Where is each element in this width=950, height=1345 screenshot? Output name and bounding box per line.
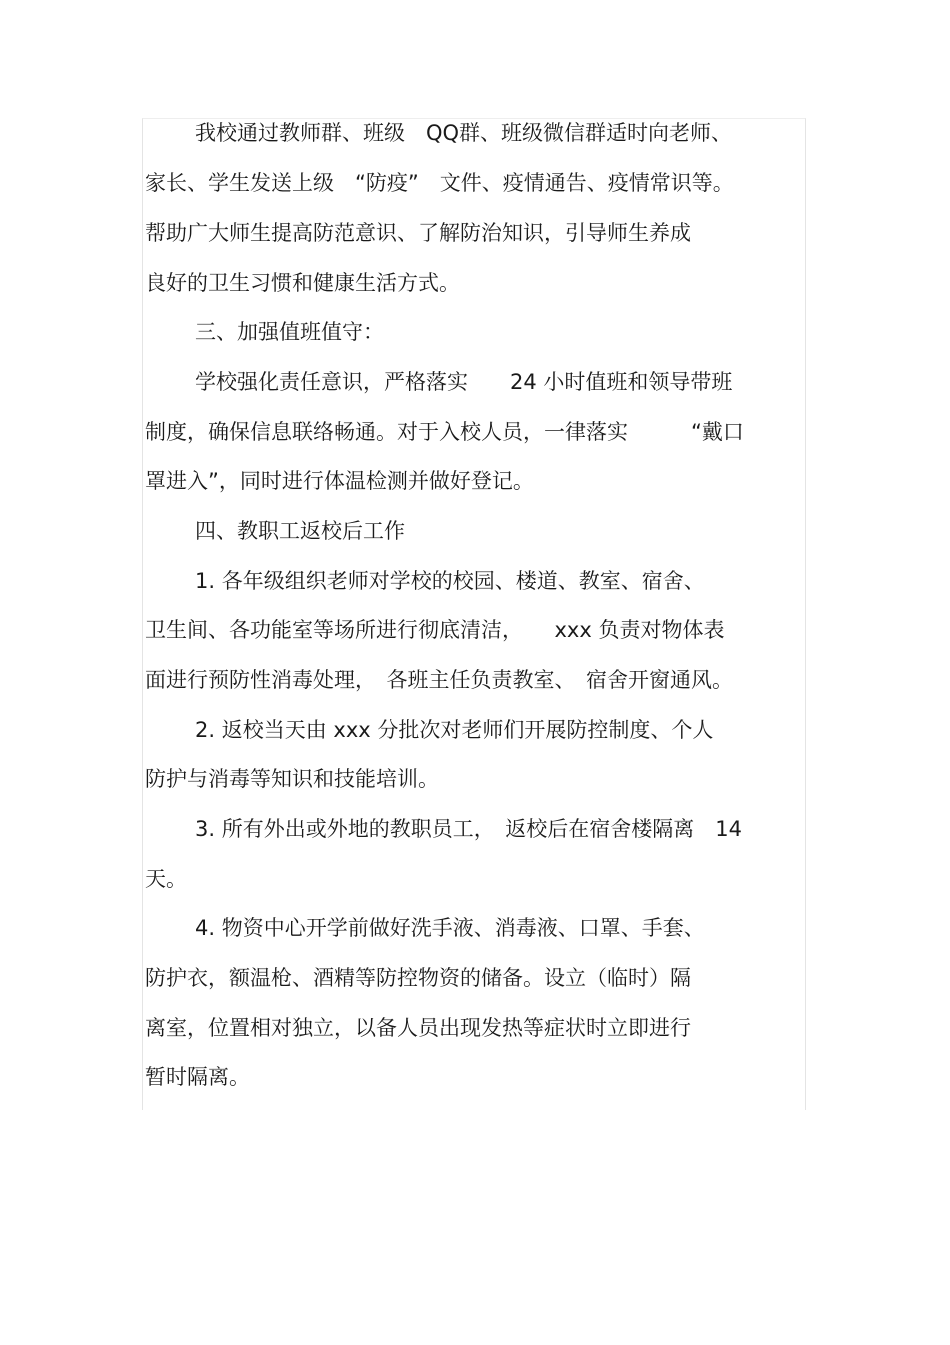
section-heading: 三、加强值班值守： xyxy=(195,320,384,344)
list-item-line: 2. 返校当天由 xxx 分批次对老师们开展防控制度、个人 xyxy=(195,718,714,742)
section-heading: 四、教职工返校后工作 xyxy=(195,519,405,543)
list-item-line: 天。 xyxy=(145,867,187,891)
list-item-line: 面进行预防性消毒处理， 各班主任负责教室、 宿舍开窗通风。 xyxy=(145,668,733,692)
paragraph-line: 帮助广大师生提高防范意识、了解防治知识，引导师生养成 xyxy=(145,221,691,245)
list-item-line: 4. 物资中心开学前做好洗手液、消毒液、口罩、手套、 xyxy=(195,916,705,940)
list-item-line: 暂时隔离。 xyxy=(145,1065,250,1089)
list-item-line: 离室，位置相对独立，以备人员出现发热等症状时立即进行 xyxy=(145,1016,691,1040)
paragraph-line: 良好的卫生习惯和健康生活方式。 xyxy=(145,271,460,295)
paragraph-line: 我校通过教师群、班级 QQ群、班级微信群适时向老师、 xyxy=(195,121,733,145)
page-frame xyxy=(142,118,806,1110)
paragraph-line: 罩进入”，同时进行体温检测并做好登记。 xyxy=(145,469,534,493)
paragraph-line: 制度，确保信息联络畅通。对于入校人员，一律落实 “戴口 xyxy=(145,420,744,444)
list-item-line: 防护衣，额温枪、酒精等防控物资的储备。设立（临时）隔 xyxy=(145,966,691,990)
list-item-line: 防护与消毒等知识和技能培训。 xyxy=(145,767,439,791)
list-item-line: 3. 所有外出或外地的教职员工， 返校后在宿舍楼隔离 14 xyxy=(195,817,742,841)
list-item-line: 1. 各年级组织老师对学校的校园、楼道、教室、宿舍、 xyxy=(195,569,705,593)
paragraph-line: 家长、学生发送上级 “防疫” 文件、疫情通告、疫情常识等。 xyxy=(145,171,734,195)
paragraph-line: 学校强化责任意识，严格落实 24 小时值班和领导带班 xyxy=(195,370,733,394)
list-item-line: 卫生间、各功能室等场所进行彻底清洁， xxx 负责对物体表 xyxy=(145,618,725,642)
